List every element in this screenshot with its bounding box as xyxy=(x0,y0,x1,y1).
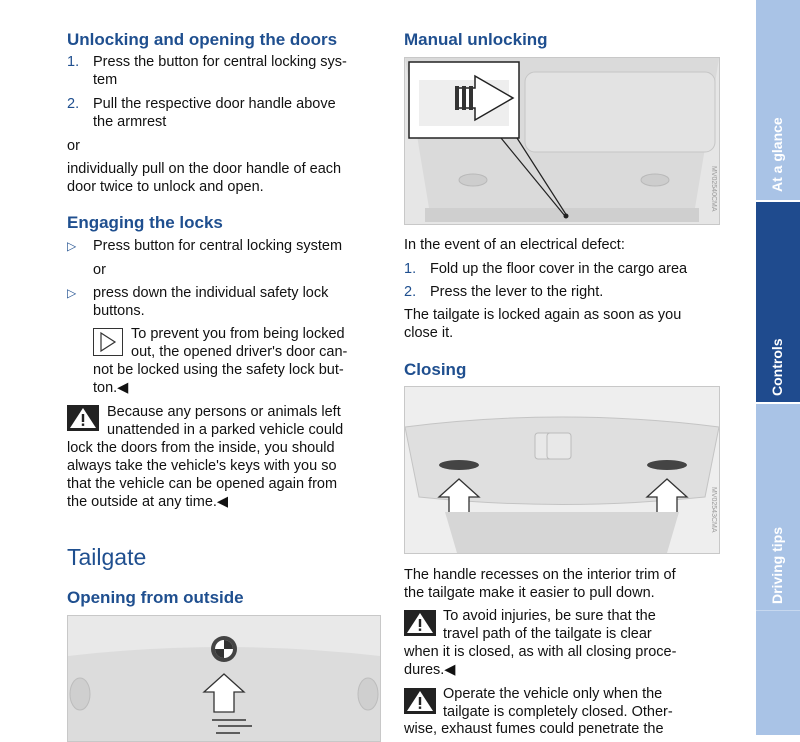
step-text: Press the button for central locking sys- xyxy=(93,54,347,70)
manual-unlocking-image xyxy=(404,57,720,225)
warning-text: tailgate is completely closed. Other- xyxy=(443,704,673,720)
tailgate-interior-illustration xyxy=(405,387,719,553)
note-text: out, the opened driver's door can- xyxy=(131,344,348,360)
side-tab-label: At a glance xyxy=(769,117,785,192)
step-text: Fold up the floor cover in the cargo area xyxy=(430,261,688,277)
side-tab-label: Controls xyxy=(769,338,785,396)
warning-text: unattended in a parked vehicle could xyxy=(107,422,344,438)
tab-divider xyxy=(756,200,800,202)
bullet-text: press down the individual safety lock xyxy=(93,285,329,301)
note-icon xyxy=(93,328,123,356)
note-text: ton.◀ xyxy=(93,380,129,396)
body-text: The tailgate is locked again as soon as you xyxy=(404,307,682,323)
heading-manual-unlocking: Manual unlocking xyxy=(404,30,548,49)
side-tab-at-a-glance[interactable] xyxy=(756,0,800,200)
cargo-area-illustration xyxy=(405,58,719,224)
note-text: To prevent you from being locked xyxy=(131,326,345,342)
warning-icon xyxy=(404,688,436,714)
step-number: 2. xyxy=(404,284,417,300)
step-number: 1. xyxy=(404,261,417,277)
body-text: The handle recesses on the interior trim of xyxy=(404,567,676,583)
warning-text: dures.◀ xyxy=(404,662,456,678)
note-text: not be locked using the safety lock but- xyxy=(93,362,344,378)
step-text: the armrest xyxy=(93,114,167,130)
side-tab-controls[interactable] xyxy=(756,202,800,402)
warning-text: lock the doors from the inside, you should xyxy=(67,440,335,456)
warning-text: wise, exhaust fumes could penetrate the xyxy=(404,721,664,737)
intro-text: In the event of an electrical defect: xyxy=(404,237,625,253)
body-text: the tailgate make it easier to pull down. xyxy=(404,585,655,601)
heading-closing: Closing xyxy=(404,360,467,379)
body-text: door twice to unlock and open. xyxy=(67,179,264,195)
tab-divider xyxy=(756,610,800,611)
warning-text: To avoid injuries, be sure that the xyxy=(443,608,656,624)
warning-icon xyxy=(67,405,99,431)
bullet-text: Press button for central locking system xyxy=(93,238,343,254)
closing-image xyxy=(404,386,720,554)
tailgate-outside-image xyxy=(67,615,381,742)
tailgate-outside-illustration xyxy=(68,616,380,741)
warning-text: the outside at any time.◀ xyxy=(67,494,229,510)
heading-opening-outside: Opening from outside xyxy=(67,588,244,607)
or-text: or xyxy=(67,138,80,154)
warning-text: that the vehicle can be opened again from xyxy=(67,476,338,492)
or-text: or xyxy=(93,262,106,278)
heading-engaging: Engaging the locks xyxy=(67,213,223,232)
warning-icon xyxy=(404,610,436,636)
step-text: Pull the respective door handle above xyxy=(93,96,336,112)
body-text: close it. xyxy=(404,325,454,341)
step-number: 2. xyxy=(67,96,80,112)
side-tab-driving-tips[interactable] xyxy=(756,404,800,735)
bullet-triangle-icon: ▷ xyxy=(67,286,77,300)
step-number: 1. xyxy=(67,54,80,70)
bullet-triangle-icon: ▷ xyxy=(67,239,77,253)
bullet-text: buttons. xyxy=(93,303,145,319)
warning-text: Operate the vehicle only when the xyxy=(443,686,663,702)
figure-code: MV02540CMA xyxy=(710,166,717,212)
side-tab-label: Driving tips xyxy=(769,526,785,604)
warning-text: Because any persons or animals left xyxy=(107,404,341,420)
warning-text: travel path of the tailgate is clear xyxy=(443,626,652,642)
warning-text: when it is closed, as with all closing proce- xyxy=(404,644,677,660)
heading-unlocking: Unlocking and opening the doors xyxy=(67,30,338,49)
step-text: tem xyxy=(93,72,118,88)
figure-code: MV02543CMA xyxy=(710,487,717,533)
step-text: Press the lever to the right. xyxy=(430,284,604,300)
warning-text: always take the vehicle's keys with you so xyxy=(67,458,337,474)
section-title-tailgate: Tailgate xyxy=(67,544,147,570)
tab-divider xyxy=(756,402,800,404)
body-text: individually pull on the door handle of each xyxy=(67,161,342,177)
